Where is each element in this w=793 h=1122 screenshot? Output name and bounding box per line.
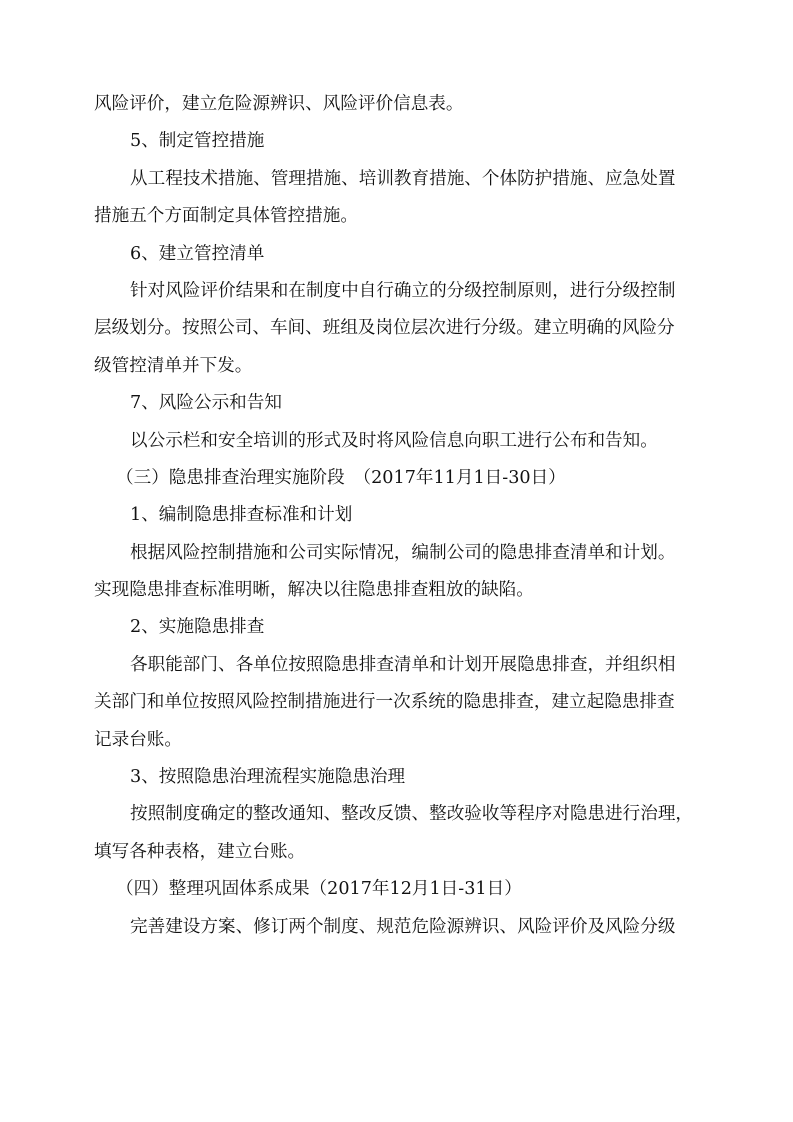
paragraph-line: 措施五个方面制定具体管控措施。 — [94, 206, 358, 227]
paragraph-line: 以公示栏和安全培训的形式及时将风险信息向职工进行公布和告知。 — [130, 430, 658, 451]
paragraph-line: 风险评价，建立危险源辨识、风险评价信息表。 — [94, 94, 464, 114]
document-page — [94, 86, 714, 946]
paragraph-line: 各职能部门、各单位按照隐患排查清单和计划开展隐患排查，并组织相 — [130, 654, 676, 675]
paragraph-line: 按照制度确定的整改通知、整改反馈、整改验收等程序对隐患进行治理， — [130, 804, 694, 825]
subheading-1: 1、编制隐患排查标准和计划 — [130, 505, 353, 526]
paragraph-line: 根据风险控制措施和公司实际情况，编制公司的隐患排查清单和计划。 — [130, 542, 676, 563]
paragraph-line: 实现隐患排查标准明晰，解决以往隐患排查粗放的缺陷。 — [94, 580, 534, 601]
paragraph-line: 针对风险评价结果和在制度中自行确立的分级控制原则，进行分级控制 — [130, 280, 676, 301]
paragraph-line: 完善建设方案、修订两个制度、规范危险源辨识、风险评价及风险分级 — [130, 916, 676, 937]
section-heading-4: （四）整理巩固体系成果（2017年12月1日-31日） — [116, 879, 522, 900]
subheading-3: 3、按照隐患治理流程实施隐患治理 — [130, 767, 406, 788]
paragraph-line: 层级划分。按照公司、车间、班组及岗位层次进行分级。建立明确的风险分 — [94, 318, 675, 339]
subheading-6: 6、建立管控清单 — [130, 243, 265, 264]
paragraph-line: 从工程技术措施、管理措施、培训教育措施、个体防护措施、应急处置 — [130, 168, 676, 189]
paragraph-line: 关部门和单位按照风险控制措施进行一次系统的隐患排查，建立起隐患排查 — [94, 692, 675, 713]
paragraph-line: 记录台账。 — [94, 729, 182, 750]
section-heading-3: （三）隐患排查治理实施阶段 （2017年11月1日-30日） — [116, 467, 566, 488]
subheading-5: 5、制定管控措施 — [130, 131, 265, 152]
paragraph-line: 级管控清单并下发。 — [94, 355, 253, 376]
subheading-2: 2、实施隐患排查 — [130, 617, 265, 638]
paragraph-line: 填写各种表格，建立台账。 — [94, 841, 306, 862]
subheading-7: 7、风险公示和告知 — [130, 393, 282, 414]
